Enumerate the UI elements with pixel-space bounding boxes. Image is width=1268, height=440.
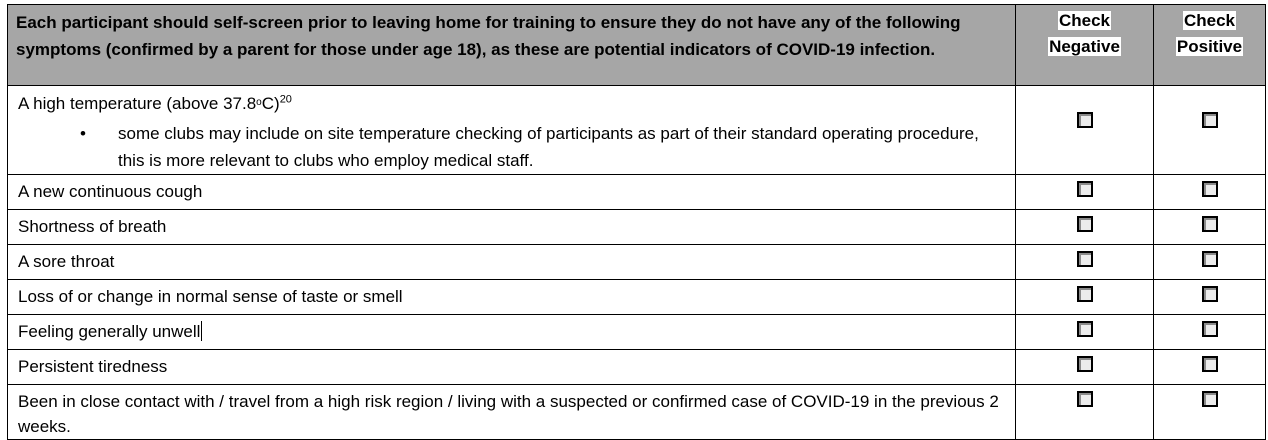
table-row	[8, 175, 1266, 210]
check-positive-checkbox[interactable]	[1202, 391, 1218, 407]
bullet-item: • some clubs may include on site temperature checking of participants as part of their standard operating procedure, this is more relevant to clubs who employ medical staff.	[118, 120, 1005, 174]
check-negative-label-line2: Negative	[1049, 37, 1120, 56]
symptom-cell	[8, 86, 1016, 175]
check-positive-label-line2: Positive	[1176, 37, 1243, 56]
table-row	[8, 385, 1266, 440]
check-negative-checkbox[interactable]	[1077, 181, 1093, 197]
check-positive-label-line1: Check	[1183, 11, 1236, 30]
table-row	[8, 280, 1266, 315]
table-row	[8, 315, 1266, 350]
table-row	[8, 245, 1266, 280]
check-positive-checkbox[interactable]	[1202, 356, 1218, 372]
instruction-header	[8, 5, 1016, 86]
bullet-list	[18, 120, 1005, 174]
check-positive-checkbox[interactable]	[1202, 216, 1218, 232]
table-row	[8, 86, 1266, 175]
symptom-text: A sore throat	[8, 245, 1016, 280]
check-positive-checkbox[interactable]	[1202, 251, 1218, 267]
check-negative-checkbox[interactable]	[1077, 391, 1093, 407]
footnote-ref: 20	[279, 93, 292, 106]
symptom-text: Persistent tiredness	[8, 350, 1016, 385]
check-negative-checkbox[interactable]	[1077, 356, 1093, 372]
degree-sign: o	[256, 97, 262, 108]
symptom-text: A high temperature (above 37.8	[18, 94, 257, 113]
check-negative-checkbox[interactable]	[1077, 251, 1093, 267]
check-negative-checkbox[interactable]	[1077, 321, 1093, 337]
check-negative-label-line1: Check	[1058, 11, 1111, 30]
check-positive-header	[1154, 5, 1266, 86]
table-row	[8, 210, 1266, 245]
symptom-text: Shortness of breath	[8, 210, 1016, 245]
symptom-cell[interactable]	[8, 315, 1016, 350]
symptom-text: Feeling generally unwell	[18, 322, 201, 341]
check-positive-checkbox[interactable]	[1202, 112, 1218, 128]
header-row	[8, 5, 1266, 86]
check-positive-checkbox[interactable]	[1202, 321, 1218, 337]
table-row	[8, 350, 1266, 385]
check-negative-checkbox[interactable]	[1077, 112, 1093, 128]
check-positive-checkbox[interactable]	[1202, 286, 1218, 302]
text-cursor	[201, 321, 202, 341]
check-negative-header	[1016, 5, 1154, 86]
symptom-text: Loss of or change in normal sense of taste or smell	[8, 280, 1016, 315]
check-negative-checkbox[interactable]	[1077, 216, 1093, 232]
symptom-screening-table	[7, 4, 1266, 440]
check-positive-checkbox[interactable]	[1202, 181, 1218, 197]
instruction-text: Each participant should self-screen prior to leaving home for training to ensure they do not have any of the following symptoms (confirmed by a parent for those under age 18), as these are potential indicators of COVID-19 infection.	[16, 13, 961, 59]
check-negative-checkbox[interactable]	[1077, 286, 1093, 302]
symptom-text-suffix: C)	[261, 94, 280, 113]
symptom-text: A new continuous cough	[8, 175, 1016, 210]
symptom-text: Been in close contact with / travel from a high risk region / living with a suspected or confirmed case of COVID-19 in the previous 2 weeks.	[8, 385, 1016, 440]
